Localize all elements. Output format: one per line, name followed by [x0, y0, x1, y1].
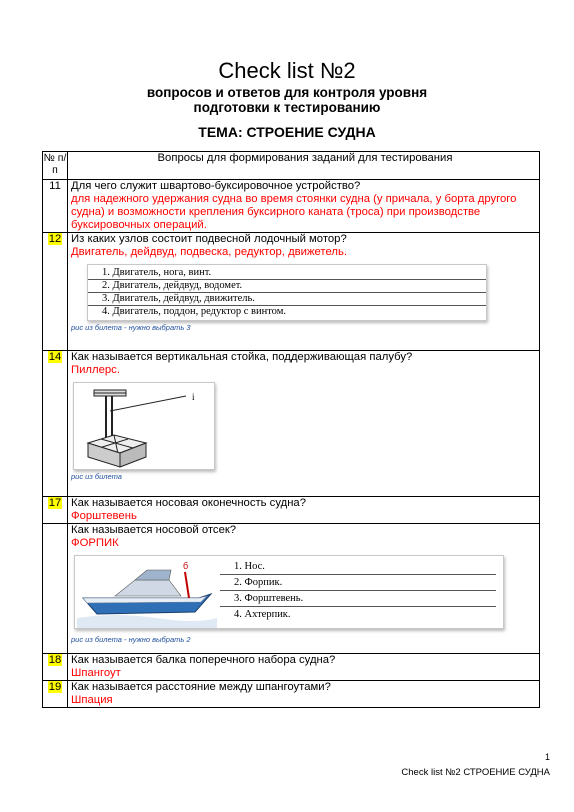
document-subtitle: вопросов и ответов для контроля уровня подготовки к тестированию: [146, 85, 428, 115]
question-text: Как называется расстояние между шпангоутами?: [71, 681, 331, 693]
column-header-number: № п/п: [43, 152, 68, 180]
question-cell: [68, 524, 540, 654]
table-row: [43, 681, 540, 708]
row-number: 12: [43, 233, 68, 351]
row-number: 18: [43, 654, 68, 681]
row-number: 17: [43, 497, 68, 524]
footer-text: Check list №2 СТРОЕНИЕ СУДНА: [401, 767, 550, 778]
table-row: [43, 654, 540, 681]
option-item: 3. Форштевень.: [220, 591, 496, 607]
question-cell: [68, 351, 540, 497]
table-row: [43, 524, 540, 654]
document-theme: ТЕМА: СТРОЕНИЕ СУДНА: [198, 124, 376, 140]
document-title: Check list №2: [218, 58, 356, 83]
question-text: Как называется носовая оконечность судна?: [71, 497, 307, 509]
question-cell: [68, 180, 540, 233]
question-text: Из каких узлов состоит подвесной лодочный мотор?: [71, 233, 347, 245]
figure-label: i: [192, 392, 195, 402]
answer-options-image: [87, 264, 487, 321]
table-header-row: [43, 152, 540, 180]
answer-text: Шпация: [71, 694, 113, 706]
answer-text: Шпангоут: [71, 667, 121, 679]
question-text: Для чего служит швартово-буксировочное устройство?: [71, 180, 361, 192]
column-header-questions: Вопросы для формирования заданий для тестирования: [68, 152, 540, 180]
option-item: 2. Двигатель, дейдвуд, водомет.: [88, 280, 486, 293]
question-text: Как называется носовой отсек?: [71, 524, 237, 536]
pillar-diagram: [74, 383, 214, 469]
figure-caption: рис из билета: [71, 472, 122, 481]
boat-picture: [77, 556, 217, 628]
questions-table: [42, 151, 540, 708]
question-text: Как называется балка поперечного набора судна?: [71, 654, 336, 666]
question-cell: [68, 497, 540, 524]
option-item: 1. Двигатель, нога, винт.: [88, 267, 486, 280]
page-number: 1: [544, 752, 550, 762]
question-cell: [68, 654, 540, 681]
figure-label: б: [183, 561, 189, 571]
question-cell: [68, 233, 540, 351]
table-row: [43, 180, 540, 233]
figure-caption: рис из билета - нужно выбрать 3: [71, 323, 191, 332]
row-number: [43, 524, 68, 654]
option-item: 1. Нос.: [220, 559, 496, 575]
option-item: 4. Двигатель, поддон, редуктор с винтом.: [102, 306, 286, 317]
row-number: 14: [43, 351, 68, 497]
table-row: [43, 351, 540, 497]
row-number: 19: [43, 681, 68, 708]
option-item: 2. Форпик.: [220, 575, 496, 591]
pillar-diagram-image: [73, 382, 215, 470]
answer-text: ФОРПИК: [71, 537, 119, 549]
answer-text: Форштевень: [71, 510, 137, 522]
table-row: [43, 497, 540, 524]
boat-options-image: [74, 555, 504, 629]
question-text: Как называется вертикальная стойка, поддерживающая палубу?: [71, 351, 413, 363]
options-list: [220, 559, 496, 622]
option-item: 3. Двигатель, дейдвуд, движитель.: [88, 293, 486, 306]
answer-text: для надежного удержания судна во время стоянки судна (у причала, у борта другого судна) и возможности крепления буксирного каната (троса) при производстве буксировочных операций.: [71, 193, 517, 231]
table-row: [43, 233, 540, 351]
option-item: 4. Ахтерпик.: [234, 609, 291, 620]
figure-caption: рис из билета - нужно выбрать 2: [71, 635, 191, 644]
answer-text: Пиллерс.: [71, 364, 120, 376]
row-number: 11: [43, 180, 68, 233]
answer-text: Двигатель, дейдвуд, подвеска, редуктор, движетель.: [71, 246, 348, 258]
question-cell: [68, 681, 540, 708]
